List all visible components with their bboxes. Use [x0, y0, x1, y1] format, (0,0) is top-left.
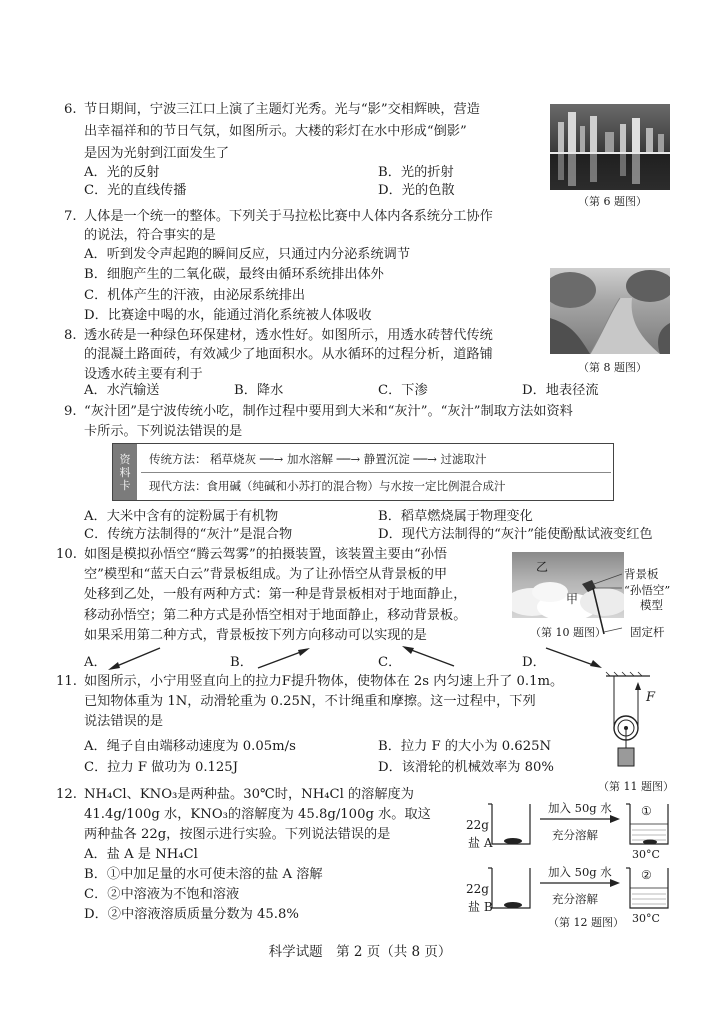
info-card-tag: 资 料 卡: [113, 444, 137, 500]
question-text-line: 两种盐各 22g，按图示进行实验。下列说法错误的是: [84, 827, 391, 842]
option-d: D．地表径流: [522, 383, 599, 398]
option-c: C．: [378, 655, 402, 670]
beaker-1-label: ①: [641, 804, 652, 818]
question-text-line: 人体是一个统一的整体。下列关于马拉松比赛中人体内各系统分工协作: [84, 209, 493, 224]
question-text-line: 出幸福祥和的节日气氛，如图所示。大楼的彩灯在水中形成“倒影”: [84, 124, 467, 139]
figure-caption: （第 11 题图）: [598, 780, 674, 793]
option-a: A．听到发令声起跑的瞬间反应，只通过内分泌系统调节: [84, 247, 411, 262]
option-b: B．拉力 F 的大小为 0.625N: [378, 739, 552, 754]
add-water-label: 加入 50g 水: [548, 801, 612, 815]
question-text-line: 移动孙悟空；第二种方式是孙悟空相对于地面静止，移动背景板。: [84, 608, 467, 623]
option-b: B．: [230, 655, 253, 670]
dissolve-label: 充分溶解: [552, 892, 598, 906]
question-text-line: 如图是模拟孙悟空“腾云驾雾”的拍摄装置，该装置主要由“孙悟: [84, 547, 448, 562]
option-d: D．现代方法制得的“灰汁”能使酚酞试液变红色: [378, 527, 653, 542]
question-text-line: 如图所示，小宁用竖直向上的拉力F提升物体，使物体在 2s 内匀速上升了 0.1m。: [84, 674, 564, 689]
label-jia: 甲: [566, 592, 579, 606]
temperature-label: 30°C: [632, 912, 660, 925]
question-text-line: 的说法，符合事实的是: [84, 228, 216, 243]
arrow-right-icon: ──→: [413, 452, 437, 466]
arrow-down-left-icon: [104, 644, 164, 674]
page-footer: 科学试题 第 2 页（共 8 页）: [268, 944, 452, 960]
question-text-line: 41.4g/100g 水，KNO₃的溶解度为 45.8g/100g 水。取这: [84, 807, 431, 822]
dissolve-label: 充分溶解: [552, 828, 598, 842]
option-d: D．光的色散: [378, 183, 455, 198]
beaker-b-empty: [486, 864, 536, 912]
option-d: D．比赛途中喝的水，能通过消化系统被人体吸收: [84, 308, 372, 323]
card-divider: [141, 472, 611, 473]
question-number: 10.: [56, 547, 77, 562]
beaker-a-empty: [486, 800, 536, 848]
option-a: A．光的反射: [84, 165, 160, 180]
option-a: A．大米中含有的淀粉属于有机物: [84, 509, 279, 524]
option-b: B．细胞产生的二氧化碳，最终由循环系统排出体外: [84, 267, 384, 282]
option-c: C．传统方法制得的“灰汁”是混合物: [84, 527, 293, 542]
option-a: A．: [84, 655, 107, 670]
question-number: 7.: [64, 209, 77, 224]
option-c: C．机体产生的汗液，由泌尿系统排出: [84, 288, 306, 303]
question-number: 12.: [56, 787, 77, 802]
modern-method-row: 现代方法：食用碱（纯碱和小苏打的混合物）与水按一定比例混合成汁: [149, 479, 506, 493]
question-text-line: 是因为光射到江面发生了: [84, 146, 230, 161]
salt-b-mass: 22g: [466, 882, 489, 896]
option-b: B．稻草燃烧属于物理变化: [378, 509, 533, 524]
arrow-right-icon: ──→: [336, 452, 361, 466]
question-text-line: 卡所示。下列说法错误的是: [84, 424, 243, 439]
figure-caption: （第 6 题图）: [578, 195, 647, 208]
arrow-up-left-icon: [398, 642, 458, 672]
option-c: C．下渗: [378, 383, 428, 398]
question-number: 6.: [64, 102, 77, 117]
question-text-line: 节日期间，宁波三江口上演了主题灯光秀。光与“影”交相辉映，营造: [84, 102, 480, 117]
label-model-1: “孙悟空”: [624, 583, 671, 597]
option-b: B．①中加足量的水可使未溶的盐 A 溶解: [84, 867, 323, 882]
add-water-label: 加入 50g 水: [548, 865, 612, 879]
question-text-line: “灰汁团”是宁波传统小吃，制作过程中要用到大米和“灰汁”。“灰汁”制取方法如资料: [84, 404, 573, 419]
step-1: 稻草烧灰: [210, 452, 257, 466]
question-text-line: 透水砖是一种绿色环保建材，透水性好。如图所示，用透水砖替代传统: [84, 328, 493, 343]
option-b: B．光的折射: [378, 165, 454, 180]
step-3: 静置沉淀: [363, 452, 410, 466]
label-rod: 固定杆: [630, 625, 665, 639]
question-text-line: 已知物体重为 1N，动滑轮重为 0.25N，不计绳重和摩擦。这一过程中，下列: [84, 694, 536, 709]
question-number: 8.: [64, 328, 77, 343]
option-d: D．②中溶液溶质质量分数为 45.8%: [84, 907, 299, 922]
traditional-method-row: [149, 451, 487, 467]
option-c: C．光的直线传播: [84, 183, 187, 198]
temperature-label: 30°C: [632, 848, 660, 861]
option-d: D．: [522, 655, 546, 670]
label-yi: 乙: [536, 560, 549, 574]
question-text-line: 的混凝土路面砖，有效减少了地面积水。从水循环的过程分析，道路铺: [84, 347, 493, 362]
question-text-line: 如果采用第二种方式，背景板按下列方向移动可以实现的是: [84, 628, 427, 643]
arrow-down-right-icon: [542, 642, 606, 672]
option-a: A．绳子自由端移动速度为 0.05m/s: [84, 739, 296, 754]
beaker-2-label: ②: [641, 868, 652, 882]
force-label: F: [646, 690, 656, 705]
figure-caption: （第 12 题图）: [548, 916, 624, 929]
question-number: 11.: [56, 674, 77, 689]
salt-b-label: 盐 B: [468, 900, 493, 914]
question-text-line: NH₄Cl、KNO₃是两种盐。30℃时，NH₄Cl 的溶解度为: [84, 787, 414, 802]
figure-caption: （第 10 题图）: [530, 626, 606, 639]
label-model-2: 模型: [640, 598, 663, 612]
arrow-right-icon: ──→: [259, 452, 284, 466]
pulley-drawing: [596, 670, 676, 776]
question-text-line: 处移到乙处，一般有两种方式：第一种是背景板相对于地面静止，: [84, 587, 467, 602]
question-number: 9.: [64, 404, 77, 419]
option-d: D．该滑轮的机械效率为 80%: [378, 760, 554, 775]
salt-a-label: 盐 A: [468, 836, 493, 850]
salt-a-mass: 22g: [466, 818, 489, 832]
info-card: [112, 443, 614, 501]
option-c: C．拉力 F 做功为 0.125J: [84, 760, 238, 775]
figure-caption: （第 8 题图）: [578, 361, 647, 374]
question-text-line: 空”模型和“蓝天白云”背景板组成。为了让孙悟空从背景板的甲: [84, 567, 448, 582]
option-a: A．盐 A 是 NH₄Cl: [84, 847, 198, 862]
question-text-line: 设透水砖主要有利于: [84, 367, 203, 382]
option-a: A．水汽输送: [84, 383, 160, 398]
step-2: 加水溶解: [286, 452, 333, 466]
question-text-line: 说法错误的是: [84, 714, 164, 729]
step-4: 过滤取汁: [440, 452, 487, 466]
option-b: B．降水: [234, 383, 284, 398]
traditional-label: 传统方法：: [149, 452, 207, 466]
option-c: C．②中溶液为不饱和溶液: [84, 887, 240, 902]
permeable-brick-path-photo: [550, 268, 670, 354]
arrow-up-right-icon: [254, 644, 314, 674]
night-city-lights-photo: [550, 104, 670, 190]
label-board: 背景板: [624, 567, 659, 581]
